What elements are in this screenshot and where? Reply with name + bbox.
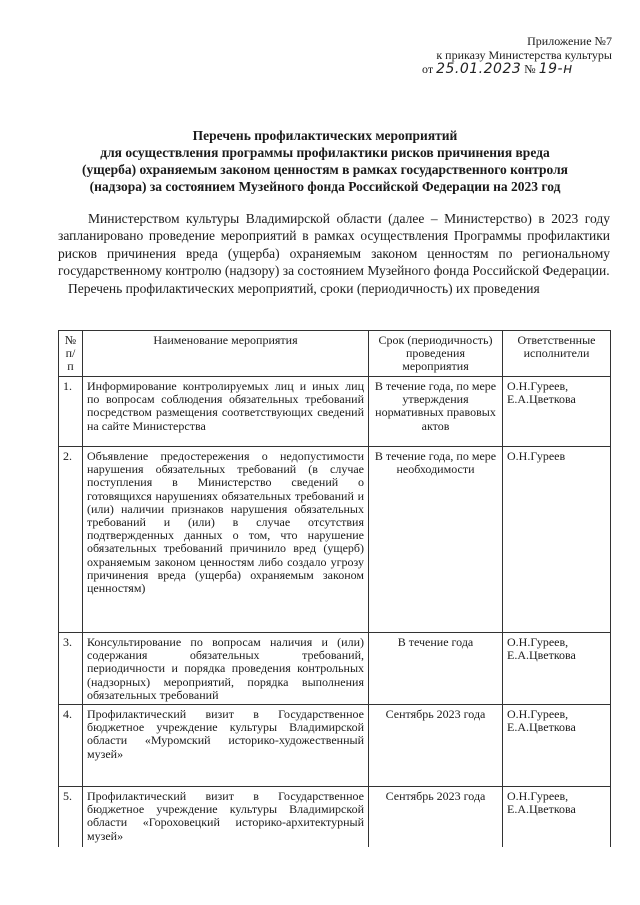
table-header-row — [59, 331, 611, 377]
responsible-person: Е.А.Цветкова — [507, 802, 576, 817]
row-resp — [503, 633, 611, 705]
row-name: Объявление предостережения о недопустимости нарушения обязательных требований (в случае поступления в Министерство сведений о готовящихся нарушениях обязательных требований и (или) наличии признаков нарушения обязательных требований и (или) в случае отсутствия подтвержденных данных о том, что нарушение обязательных требований причинило вред (ущерб) охраняемым законом ценностям либо создало угрозу причинения вреда (ущерба) охраняемым законом ценностям) — [83, 447, 369, 633]
document-title — [40, 127, 610, 195]
responsible-person: О.Н.Гуреев — [507, 449, 566, 463]
row-num: 3. — [59, 633, 83, 705]
header-name: Наименование мероприятия — [83, 331, 369, 377]
responsible-person: О.Н.Гуреев, — [507, 635, 569, 649]
table-row — [59, 633, 611, 705]
row-name: Профилактический визит в Государственное бюджетное учреждение культуры Владимирской области «Муромский историко-художественный музей» — [83, 705, 369, 787]
header-num: № п/п — [59, 331, 83, 377]
intro-paragraph-1: Министерством культуры Владимирской области (далее – Министерство) в 2023 году запланировано проведение мероприятий в рамках осуществления Программы профилактики рисков причинения вреда (ущерба) охраняемым законом ценностям по региональному государственному контролю (надзору) за состоянием Музейного фонда Российской Федерации. — [58, 211, 610, 279]
measures-table — [58, 330, 611, 847]
row-name: Профилактический визит в Государственное бюджетное учреждение культуры Владимирской области «Гороховецкий историко-архитектурный музей» — [83, 787, 369, 847]
row-term: Сентябрь 2023 года — [369, 787, 503, 847]
row-num: 2. — [59, 447, 83, 633]
responsible-person: Е.А.Цветкова — [507, 648, 576, 663]
appendix-date-line — [382, 62, 612, 76]
row-resp — [503, 705, 611, 787]
row-num: 1. — [59, 377, 83, 447]
appendix-header — [382, 34, 612, 76]
number-prefix: № — [524, 62, 536, 76]
handwritten-date: 25.01.2023 — [436, 61, 522, 77]
appendix-order: к приказу Министерства культуры — [436, 48, 612, 62]
header-term: Срок (периодичность) проведения мероприятия — [369, 331, 503, 377]
date-prefix: от — [422, 62, 434, 76]
header-resp: Ответственные исполнители — [503, 331, 611, 377]
table-row — [59, 447, 611, 633]
row-num: 4. — [59, 705, 83, 787]
intro-text — [58, 210, 610, 297]
row-term: В течение года, по мере утверждения нормативных правовых актов — [369, 377, 503, 447]
row-term: В течение года — [369, 633, 503, 705]
handwritten-number: 19-н — [538, 61, 573, 77]
row-term: В течение года, по мере необходимости — [369, 447, 503, 633]
responsible-person: Е.А.Цветкова — [507, 392, 576, 407]
appendix-label: Приложение №7 — [527, 34, 612, 48]
table-row — [59, 377, 611, 447]
title-line-3: (ущерба) охраняемым законом ценностям в рамках государственного контроля — [81, 162, 568, 177]
responsible-person: О.Н.Гуреев, — [507, 379, 569, 393]
row-term: Сентябрь 2023 года — [369, 705, 503, 787]
responsible-person: О.Н.Гуреев, — [507, 789, 569, 804]
responsible-person: О.Н.Гуреев, — [507, 707, 569, 722]
title-line-1: Перечень профилактических мероприятий — [192, 128, 458, 143]
table-row — [59, 787, 611, 847]
row-name: Информирование контролируемых лиц и иных лиц по вопросам соблюдения обязательных требований посредством размещения соответствующих сведений на сайте Министерства — [83, 377, 369, 447]
table-row — [59, 705, 611, 787]
row-resp — [503, 447, 611, 633]
row-resp — [503, 787, 611, 847]
title-line-4: (надзора) за состоянием Музейного фонда Российской Федерации на 2023 год — [89, 179, 561, 194]
title-line-2: для осуществления программы профилактики рисков причинения вреда — [100, 145, 550, 160]
intro-paragraph-2: Перечень профилактических мероприятий, сроки (периодичность) их проведения — [68, 280, 540, 296]
row-num: 5. — [59, 787, 83, 847]
row-resp — [503, 377, 611, 447]
responsible-person: Е.А.Цветкова — [507, 720, 576, 735]
row-name: Консультирование по вопросам наличия и (или) содержания обязательных требований, периодичности и порядка проведения контрольных (надзорных) мероприятий, порядка выполнения обязательных требований — [83, 633, 369, 705]
